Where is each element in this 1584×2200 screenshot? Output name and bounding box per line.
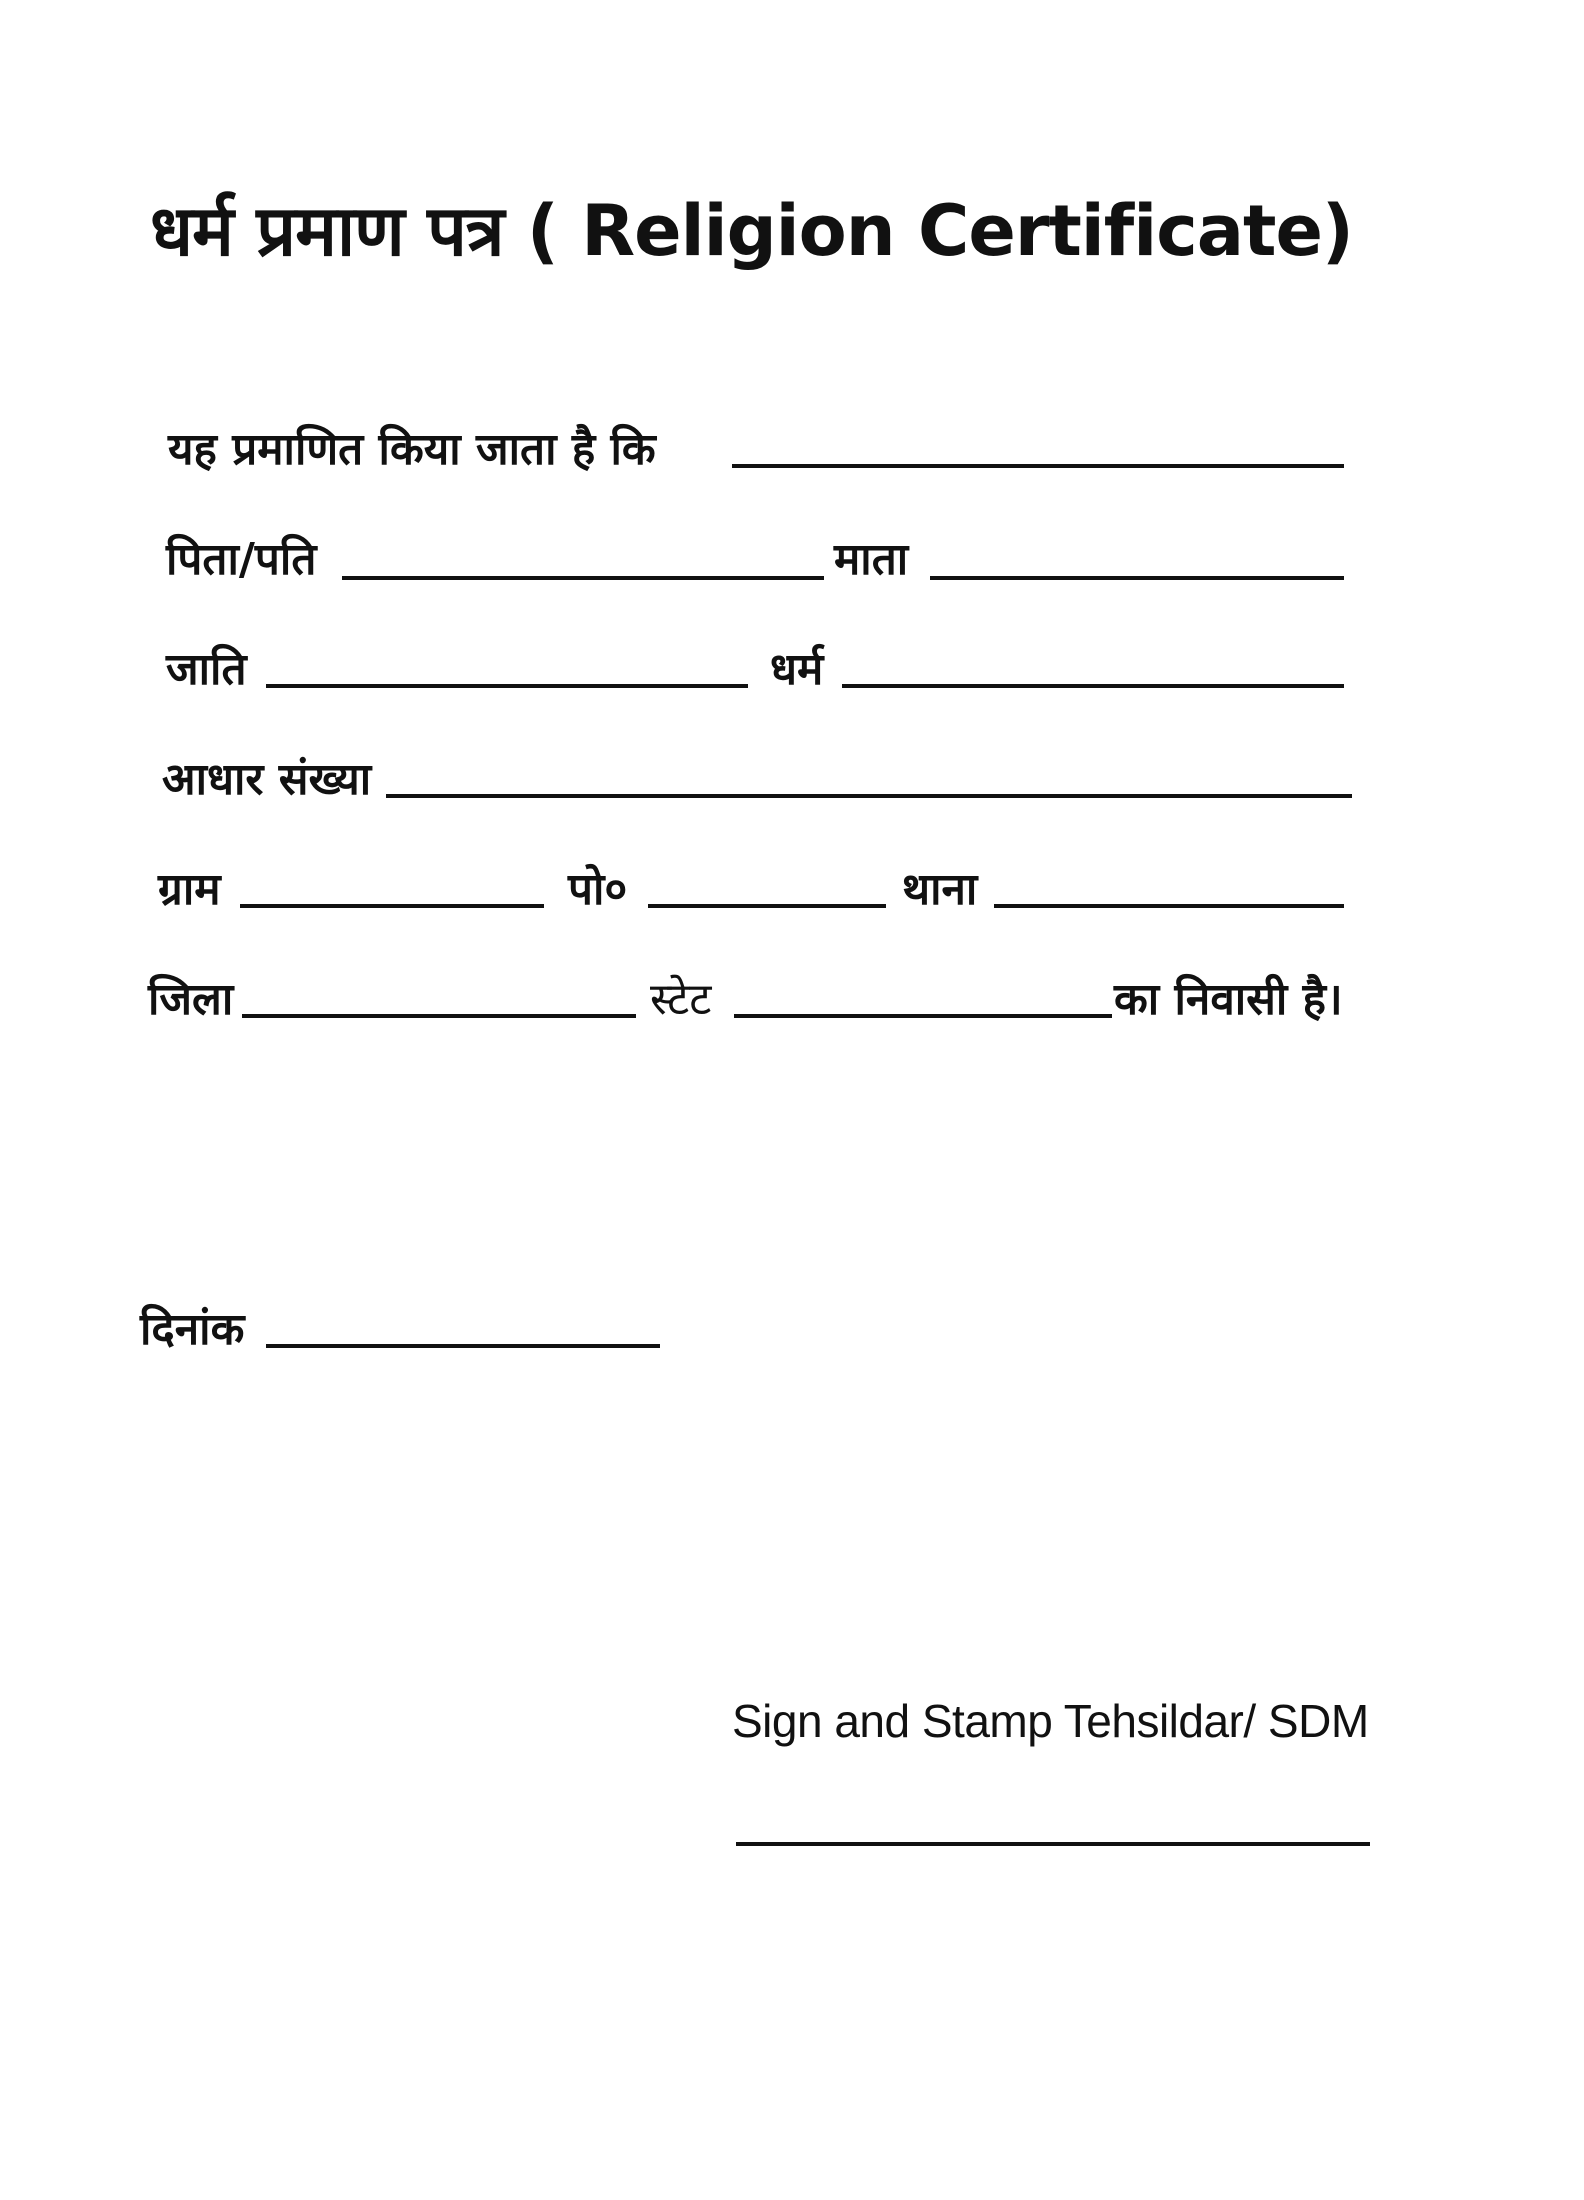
father-husband-label: पिता/पति xyxy=(166,534,317,585)
resident-suffix: का निवासी है। xyxy=(1114,974,1343,1025)
district-field-line[interactable] xyxy=(242,1014,636,1018)
district-label: जिला xyxy=(148,974,234,1025)
post-office-label: पो० xyxy=(568,864,628,915)
caste-label: जाति xyxy=(166,644,247,695)
caste-field-line[interactable] xyxy=(266,684,748,688)
signature-caption: Sign and Stamp Tehsildar/ SDM xyxy=(732,1695,1369,1747)
father-husband-field-line[interactable] xyxy=(342,576,824,580)
religion-label: धर्म xyxy=(770,644,824,695)
certify-text: यह प्रमाणित किया जाता है कि xyxy=(168,424,656,475)
date-field-line[interactable] xyxy=(266,1344,660,1348)
certificate-title: धर्म प्रमाण पत्र ( Religion Certificate) xyxy=(150,190,1353,272)
village-label: ग्राम xyxy=(158,864,221,915)
mother-label: माता xyxy=(834,534,909,585)
state-field-line[interactable] xyxy=(734,1014,1112,1018)
date-label: दिनांक xyxy=(140,1304,245,1355)
police-station-field-line[interactable] xyxy=(994,904,1344,908)
aadhaar-field-line[interactable] xyxy=(386,794,1352,798)
village-field-line[interactable] xyxy=(240,904,544,908)
mother-field-line[interactable] xyxy=(930,576,1344,580)
state-label: स्टेट xyxy=(650,974,712,1025)
name-field-line[interactable] xyxy=(732,464,1344,468)
police-station-label: थाना xyxy=(902,864,978,915)
post-office-field-line[interactable] xyxy=(648,904,886,908)
aadhaar-label: आधार संख्या xyxy=(162,754,372,805)
signature-line[interactable] xyxy=(736,1842,1370,1846)
religion-field-line[interactable] xyxy=(842,684,1344,688)
